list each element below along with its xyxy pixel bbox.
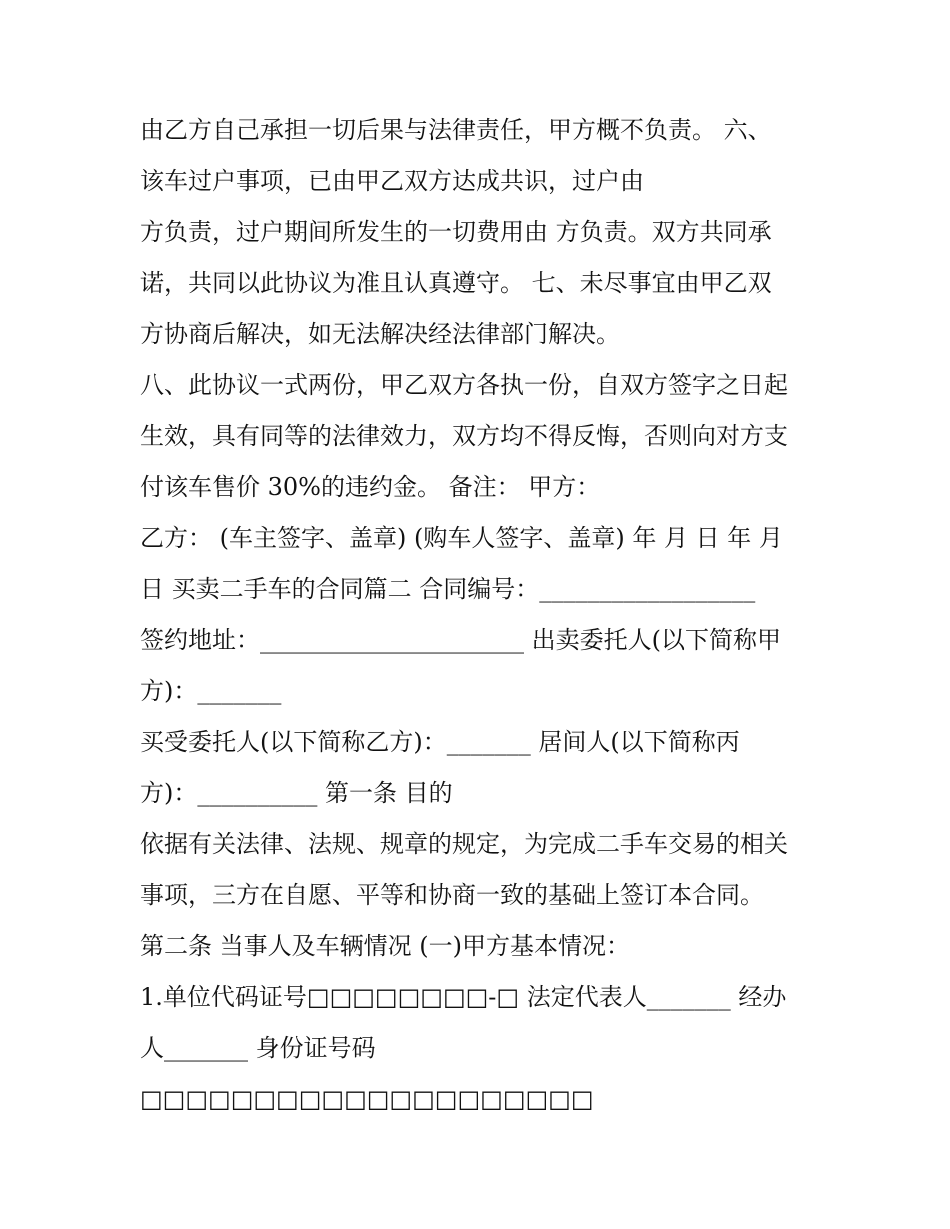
- text-line: 事项，三方在自愿、平等和协商一致的基础上签订本合同。: [140, 881, 764, 909]
- text-line: 依据有关法律、法规、规章的规定，为完成二手车交易的相关: [140, 830, 788, 858]
- text-line: 人_______ 身份证号码: [140, 1034, 376, 1062]
- text-line: □□□□□□□□□□□□□□□□□□□□: [140, 1085, 594, 1113]
- text-line: 买受委托人(以下简称乙方)：_______ 居间人(以下简称丙: [140, 728, 740, 756]
- text-line: 方)：__________ 第一条 目的: [140, 779, 453, 807]
- text-line: 该车过户事项，已由甲乙双方达成共识，过户由: [140, 167, 644, 195]
- text-line: 日 买卖二手车的合同篇二 合同编号：__________________: [140, 575, 756, 603]
- text-line: 1.单位代码证号□□□□□□□□-□ 法定代表人_______ 经办: [140, 983, 787, 1011]
- text-line: 第二条 当事人及车辆情况 (一)甲方基本情况：: [140, 932, 630, 960]
- text-line: 方)：_______: [140, 677, 282, 705]
- text-line: 诺，共同以此协议为准且认真遵守。 七、未尽事宜由甲乙双: [140, 269, 772, 297]
- text-line: 由乙方自己承担一切后果与法律责任，甲方概不负责。 六、: [140, 116, 772, 144]
- text-line: 生效，具有同等的法律效力，双方均不得反悔，否则向对方支: [140, 422, 788, 450]
- text-line: 乙方： (车主签字、盖章) (购车人签字、盖章) 年 月 日 年 月: [140, 524, 783, 552]
- text-line: 方负责，过户期间所发生的一切费用由 方负责。双方共同承: [140, 218, 772, 246]
- text-line: 八、此协议一式两份，甲乙双方各执一份，自双方签字之日起: [140, 371, 788, 399]
- text-line: 签约地址：______________________ 出卖委托人(以下简称甲: [140, 626, 781, 654]
- text-line: 付该车售价 30%的违约金。 备注： 甲方：: [140, 473, 601, 501]
- text-line: 方协商后解决，如无法解决经法律部门解决。: [140, 320, 620, 348]
